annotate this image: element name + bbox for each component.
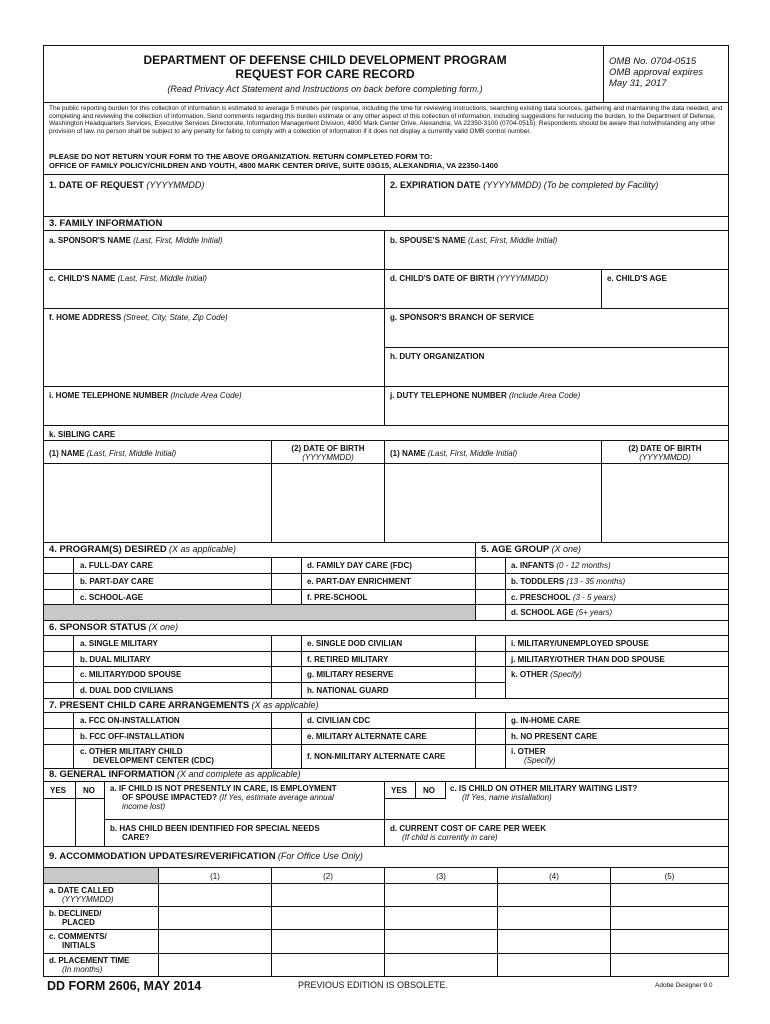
divider [384, 230, 385, 425]
duty-phone-field[interactable] [387, 402, 725, 423]
hint: (Include Area Code) [508, 391, 581, 400]
sibling-dob-field-1[interactable] [274, 465, 382, 540]
column-header-1: (1) [210, 872, 220, 881]
pre-school-label: f. PRE-SCHOOL [307, 593, 368, 602]
label: 5. AGE GROUP [481, 544, 550, 555]
label: b. TODDLERS [511, 577, 565, 586]
national-guard-label: h. NATIONAL GUARD [307, 686, 389, 695]
placement-time-label: d. PLACEMENT TIME [49, 956, 130, 965]
single-dod-civilian-label: e. SINGLE DOD CIVILIAN [307, 639, 403, 648]
child-name-field[interactable] [46, 285, 382, 306]
waiting-list-installation-field[interactable] [447, 803, 725, 818]
present-care-title [49, 701, 319, 710]
spouse-name-label [390, 236, 557, 245]
branch-of-service-field[interactable] [387, 324, 725, 345]
spouse-name-field[interactable] [387, 247, 725, 267]
hint: (0 - 12 months) [556, 561, 611, 570]
hint: (YYYYMMDD) (To be completed by Facility) [483, 180, 659, 190]
hint: (YYYYMMDD) [146, 180, 205, 190]
school-age-checkbox[interactable] [44, 590, 73, 604]
single-dod-civilian-checkbox[interactable] [272, 636, 301, 651]
date-called-hint: (YYYYMMDD) [62, 895, 114, 904]
divider [301, 557, 302, 604]
divider [43, 635, 729, 636]
omb-number: OMB No. 0704-0515 [609, 56, 697, 67]
in-home-care-checkbox[interactable] [476, 713, 505, 728]
special-needs-label-2: CARE? [122, 833, 150, 842]
divider [601, 269, 602, 308]
sibling-dob-header-1: (2) DATE OF BIRTH [291, 444, 365, 453]
divider [603, 45, 604, 102]
non-military-alternate-care-label: f. NON-MILITARY ALTERNATE CARE [307, 752, 446, 761]
single-military-checkbox[interactable] [44, 636, 73, 651]
update-grid[interactable] [159, 884, 728, 976]
care-other-checkbox[interactable] [476, 745, 505, 768]
fcc-on-installation-label: a. FCC ON-INSTALLATION [80, 716, 180, 725]
other-military-cdc-label-2: DEVELOPMENT CENTER (CDC) [93, 756, 214, 765]
divider [271, 440, 272, 542]
divider [384, 174, 385, 216]
label: d. CHILD'S DATE OF BIRTH [390, 274, 495, 283]
military-other-spouse-checkbox[interactable] [476, 652, 505, 666]
divider [43, 846, 729, 847]
infants-label [511, 561, 611, 570]
label: i. HOME TELEPHONE NUMBER [49, 391, 169, 400]
form-title-line1: DEPARTMENT OF DEFENSE CHILD DEVELOPMENT PROGRAM [143, 53, 507, 67]
civilian-cdc-label: d. CIVILIAN CDC [307, 716, 371, 725]
waiting-list-label-2: (If Yes, name installation) [462, 793, 552, 802]
divider [43, 557, 729, 558]
sibling-name-header-2 [390, 449, 517, 458]
in-home-care-label: g. IN-HOME CARE [511, 716, 580, 725]
divider [43, 308, 729, 309]
divider [43, 712, 729, 713]
home-phone-field[interactable] [46, 402, 382, 423]
sponsor-status-title [49, 623, 178, 632]
date-of-request-label [49, 181, 204, 190]
duty-organization-label: h. DUTY ORGANIZATION [390, 352, 485, 361]
part-day-enrichment-label: e. PART-DAY ENRICHMENT [307, 577, 411, 586]
shaded-area [44, 868, 158, 883]
declined-placed-label-1: b. DECLINED/ [49, 909, 102, 918]
spouse-impacted-yes-checkbox[interactable] [44, 799, 75, 819]
label: c. PRESCHOOL [511, 593, 571, 602]
family-info-title: 3. FAMILY INFORMATION [49, 218, 163, 229]
label: 1. DATE OF REQUEST [49, 180, 144, 190]
comments-initials-label-1: c. COMMENTS/ [49, 932, 107, 941]
sibling-name-header-1 [49, 449, 176, 458]
column-header-3: (3) [436, 872, 446, 881]
sponsor-other-checkbox[interactable] [476, 667, 505, 698]
sponsor-other-label [511, 670, 582, 679]
family-day-care-label: d. FAMILY DAY CARE (FDC) [307, 561, 412, 570]
sibling-name-field-2[interactable] [387, 465, 599, 540]
label: (1) NAME [49, 449, 85, 458]
sibling-dob-header-2: (2) DATE OF BIRTH [628, 444, 702, 453]
no-header-a: NO [83, 786, 95, 795]
yes-header-c: YES [391, 786, 408, 795]
form-title-line2: REQUEST FOR CARE RECORD [235, 67, 415, 81]
child-age-field[interactable] [604, 285, 725, 306]
waiting-list-label-1: c. IS CHILD ON OTHER MILITARY WAITING LIST? [450, 784, 638, 793]
hint: (Last, First, Middle Initial) [117, 274, 207, 283]
divider [43, 698, 729, 699]
label: f. HOME ADDRESS [49, 313, 122, 322]
divider [505, 712, 506, 768]
form-subtitle: (Read Privacy Act Statement and Instructions on back before completing form.) [167, 84, 483, 94]
sibling-dob-field-2[interactable] [604, 465, 725, 540]
previous-edition-notice: PREVIOUS EDITION IS OBSOLETE. [298, 980, 449, 990]
sibling-dob-hint-1: (YYYYMMDD) [302, 453, 354, 462]
fcc-off-installation-checkbox[interactable] [44, 729, 73, 744]
care-other-label: i. OTHER [511, 747, 546, 756]
hint: (Last, First, Middle Initial) [427, 449, 518, 458]
divider [43, 542, 729, 543]
care-other-hint: (Specify) [524, 756, 556, 765]
date-called-label: a. DATE CALLED [49, 886, 114, 895]
dual-military-label: b. DUAL MILITARY [80, 655, 151, 664]
retired-military-label: f. RETIRED MILITARY [307, 655, 389, 664]
hint: (X as applicable) [168, 544, 236, 554]
preschool-checkbox[interactable] [476, 590, 505, 604]
special-needs-no-checkbox[interactable] [76, 820, 104, 845]
burden-statement: The public reporting burden for this collection of information is estimated to average 5 minutes per response, including the time for reviewing instructions, searching existing data sources, gathering and maintaining the data needed, and completing and reviewing the collection of information. Send comments regarding this burden estimate or any other aspect of this collection of information, including suggestions for reducing the burden, to the Department of Defense, Washington Headquarters Services, Executive Services Directorate, Information Management Division, 4800 Mark Center Drive, Alexandria, VA 22350-3100 (0704-0515). Respondents should be aware that notwithstanding any other provision of law, no person shall be subject to any penalty for failing to comply with a collection of information if it does not display a currently valid OMB control number. [49, 105, 723, 135]
part-day-care-label: b. PART-DAY CARE [80, 577, 154, 586]
military-unemployed-spouse-label: i. MILITARY/UNEMPLOYED SPOUSE [511, 639, 649, 648]
comments-initials-label-2: INITIALS [62, 941, 96, 950]
spouse-impacted-label-1: a. IF CHILD IS NOT PRESENTLY IN CARE, IS EMPLOYMENT [110, 784, 337, 793]
divider [43, 425, 729, 426]
full-day-care-label: a. FULL-DAY CARE [80, 561, 153, 570]
divider [43, 728, 729, 729]
date-of-request-field[interactable] [46, 192, 382, 214]
divider [43, 216, 729, 217]
column-header-5: (5) [664, 872, 675, 881]
home-address-field[interactable] [46, 324, 382, 384]
age-group-title [481, 545, 581, 554]
expiration-date-label [390, 181, 658, 190]
sibling-name-field-1[interactable] [46, 465, 269, 540]
preschool-label [511, 593, 616, 602]
military-alternate-care-checkbox[interactable] [272, 729, 301, 744]
school-age-group-label [511, 608, 612, 617]
sibling-dob-hint-2: (YYYYMMDD) [639, 453, 691, 462]
no-header-c: NO [423, 786, 435, 795]
column-header-4: (4) [549, 872, 559, 881]
label: 9. ACCOMMODATION UPDATES/REVERIFICATION [49, 851, 276, 862]
label: j. DUTY TELEPHONE NUMBER [390, 391, 507, 400]
divider [384, 347, 729, 348]
dual-military-checkbox[interactable] [44, 652, 73, 666]
divider [43, 620, 729, 621]
spouse-impacted-no-checkbox[interactable] [76, 799, 104, 819]
no-present-care-label: h. NO PRESENT CARE [511, 732, 598, 741]
divider [43, 230, 729, 231]
divider [43, 174, 729, 175]
divider [43, 573, 729, 574]
child-age-label: e. CHILD'S AGE [607, 274, 667, 283]
label: c. CHILD'S NAME [49, 274, 116, 283]
military-dod-spouse-checkbox[interactable] [44, 667, 73, 682]
placement-time-hint: (In months) [62, 965, 103, 974]
divider [43, 651, 729, 652]
hint: (X and complete as applicable) [177, 769, 301, 779]
pre-school-checkbox[interactable] [272, 590, 301, 604]
hint: (X as applicable) [251, 700, 319, 710]
cost-of-care-field[interactable] [560, 822, 725, 844]
label: b. SPOUSE'S NAME [390, 236, 466, 245]
hint: (Street, City, State, Zip Code) [123, 313, 228, 322]
toddlers-checkbox[interactable] [476, 574, 505, 589]
single-military-label: a. SINGLE MILITARY [80, 639, 158, 648]
divider [43, 666, 729, 667]
label: a. INFANTS [511, 561, 555, 570]
divider [104, 781, 105, 846]
programs-desired-title [49, 545, 236, 554]
hint: (For Office Use Only) [277, 851, 363, 861]
fcc-off-installation-label: b. FCC OFF-INSTALLATION [80, 732, 185, 741]
national-guard-checkbox[interactable] [272, 683, 301, 698]
military-reserve-label: g. MILITARY RESERVE [307, 670, 394, 679]
general-info-title [49, 770, 301, 779]
divider [73, 712, 74, 768]
label: 6. SPONSOR STATUS [49, 622, 147, 633]
income-lost-field[interactable] [106, 811, 382, 818]
divider [43, 781, 729, 782]
return-notice: PLEASE DO NOT RETURN YOUR FORM TO THE ABOVE ORGANIZATION. RETURN COMPLETED FORM TO: [49, 152, 433, 161]
child-name-label [49, 274, 207, 283]
divider [445, 781, 446, 799]
non-military-alternate-care-checkbox[interactable] [272, 745, 301, 768]
label: 8. GENERAL INFORMATION [49, 769, 175, 780]
expiration-date-field[interactable] [387, 192, 725, 214]
duty-organization-field[interactable] [387, 363, 725, 384]
divider [43, 269, 729, 270]
military-other-spouse-label: j. MILITARY/OTHER THAN DOD SPOUSE [511, 655, 665, 664]
omb-date: May 31, 2017 [609, 78, 667, 89]
home-address-label [49, 313, 228, 322]
hint: (Last, First, Middle Initial) [86, 449, 177, 458]
sibling-care-label: k. SIBLING CARE [49, 430, 116, 439]
branch-of-service-label: g. SPONSOR'S BRANCH OF SERVICE [390, 313, 534, 322]
label: (1) NAME [390, 449, 426, 458]
hint: (3 - 5 years) [572, 593, 616, 602]
yes-header-a: YES [50, 786, 67, 795]
fcc-on-installation-checkbox[interactable] [44, 713, 73, 728]
home-phone-label [49, 391, 242, 400]
hint: (YYYYMMDD) [496, 274, 549, 283]
declined-placed-label-2: PLACED [62, 918, 95, 927]
other-military-cdc-label-1: c. OTHER MILITARY CHILD [80, 747, 183, 756]
dual-dod-civilians-label: d. DUAL DOD CIVILIANS [80, 686, 174, 695]
divider [475, 542, 476, 557]
divider [43, 589, 729, 590]
hint: (Specify) [550, 670, 582, 679]
divider [104, 819, 729, 820]
spouse-impacted-label-3: income lost) [122, 802, 166, 811]
hint: (13 - 35 months) [566, 577, 626, 586]
sponsor-name-field[interactable] [46, 247, 382, 267]
military-unemployed-spouse-checkbox[interactable] [476, 636, 505, 651]
spouse-impacted-label-2 [122, 793, 334, 802]
hint: (Last, First, Middle Initial) [133, 236, 223, 245]
military-reserve-checkbox[interactable] [272, 667, 301, 682]
divider [384, 440, 385, 542]
omb-expires: OMB approval expires [609, 67, 703, 78]
label: 7. PRESENT CHILD CARE ARRANGEMENTS [49, 700, 250, 711]
column-header-2: (2) [323, 872, 333, 881]
hint: (If Yes, estimate average annual [219, 793, 334, 802]
toddlers-label [511, 577, 625, 586]
school-age-group-checkbox[interactable] [476, 605, 505, 620]
label: 2. EXPIRATION DATE [390, 180, 481, 190]
label: OF SPOUSE IMPACTED? [122, 793, 217, 802]
label: a. SPONSOR'S NAME [49, 236, 131, 245]
updates-title [49, 852, 363, 861]
return-address: OFFICE OF FAMILY POLICY/CHILDREN AND YOUTH, 4800 MARK CENTER DRIVE, SUITE 03G15, ALEXANDRIA, VA 22350-1400 [49, 161, 498, 170]
label: 4. PROGRAM(S) DESIRED [49, 544, 167, 555]
hint: (Include Area Code) [170, 391, 242, 400]
special-needs-label-1: b. HAS CHILD BEEN IDENTIFIED FOR SPECIAL NEEDS [110, 824, 320, 833]
adobe-version: Adobe Designer 9.0 [655, 982, 713, 989]
cost-of-care-label-1: d. CURRENT COST OF CARE PER WEEK [390, 824, 547, 833]
label: d. SCHOOL AGE [511, 608, 574, 617]
retired-military-checkbox[interactable] [272, 652, 301, 666]
divider [43, 744, 729, 745]
dual-dod-civilians-checkbox[interactable] [44, 683, 73, 698]
child-dob-field[interactable] [387, 285, 599, 306]
special-needs-yes-checkbox[interactable] [44, 820, 75, 845]
divider [301, 712, 302, 768]
hint: (Last, First, Middle Initial) [467, 236, 558, 245]
hint: (5+ years) [575, 608, 613, 617]
military-dod-spouse-label: c. MILITARY/DOD SPOUSE [80, 670, 182, 679]
part-day-care-checkbox[interactable] [44, 574, 73, 589]
other-military-cdc-checkbox[interactable] [44, 745, 73, 768]
divider [43, 102, 729, 103]
divider [415, 781, 416, 799]
cost-of-care-label-2: (If child is currently in care) [402, 833, 498, 842]
hint: (X one) [551, 544, 582, 554]
military-alternate-care-label: e. MILITARY ALTERNATE CARE [307, 732, 427, 741]
full-day-care-checkbox[interactable] [44, 558, 73, 573]
label: k. OTHER [511, 670, 548, 679]
part-day-enrichment-checkbox[interactable] [272, 574, 301, 589]
child-dob-label [390, 274, 548, 283]
hint: (X one) [148, 622, 179, 632]
waiting-list-no-checkbox[interactable] [416, 799, 445, 819]
civilian-cdc-checkbox[interactable] [272, 713, 301, 728]
family-day-care-checkbox[interactable] [272, 558, 301, 573]
divider [601, 440, 602, 542]
no-present-care-checkbox[interactable] [476, 729, 505, 744]
school-age-label: c. SCHOOL-AGE [80, 593, 144, 602]
divider [43, 463, 729, 464]
waiting-list-yes-checkbox[interactable] [385, 799, 415, 819]
divider [43, 440, 729, 441]
form-number: DD FORM 2606, MAY 2014 [47, 979, 202, 993]
shaded-area [44, 605, 475, 620]
infants-checkbox[interactable] [476, 558, 505, 573]
divider [43, 386, 729, 387]
duty-phone-label [390, 391, 580, 400]
sponsor-name-label [49, 236, 223, 245]
